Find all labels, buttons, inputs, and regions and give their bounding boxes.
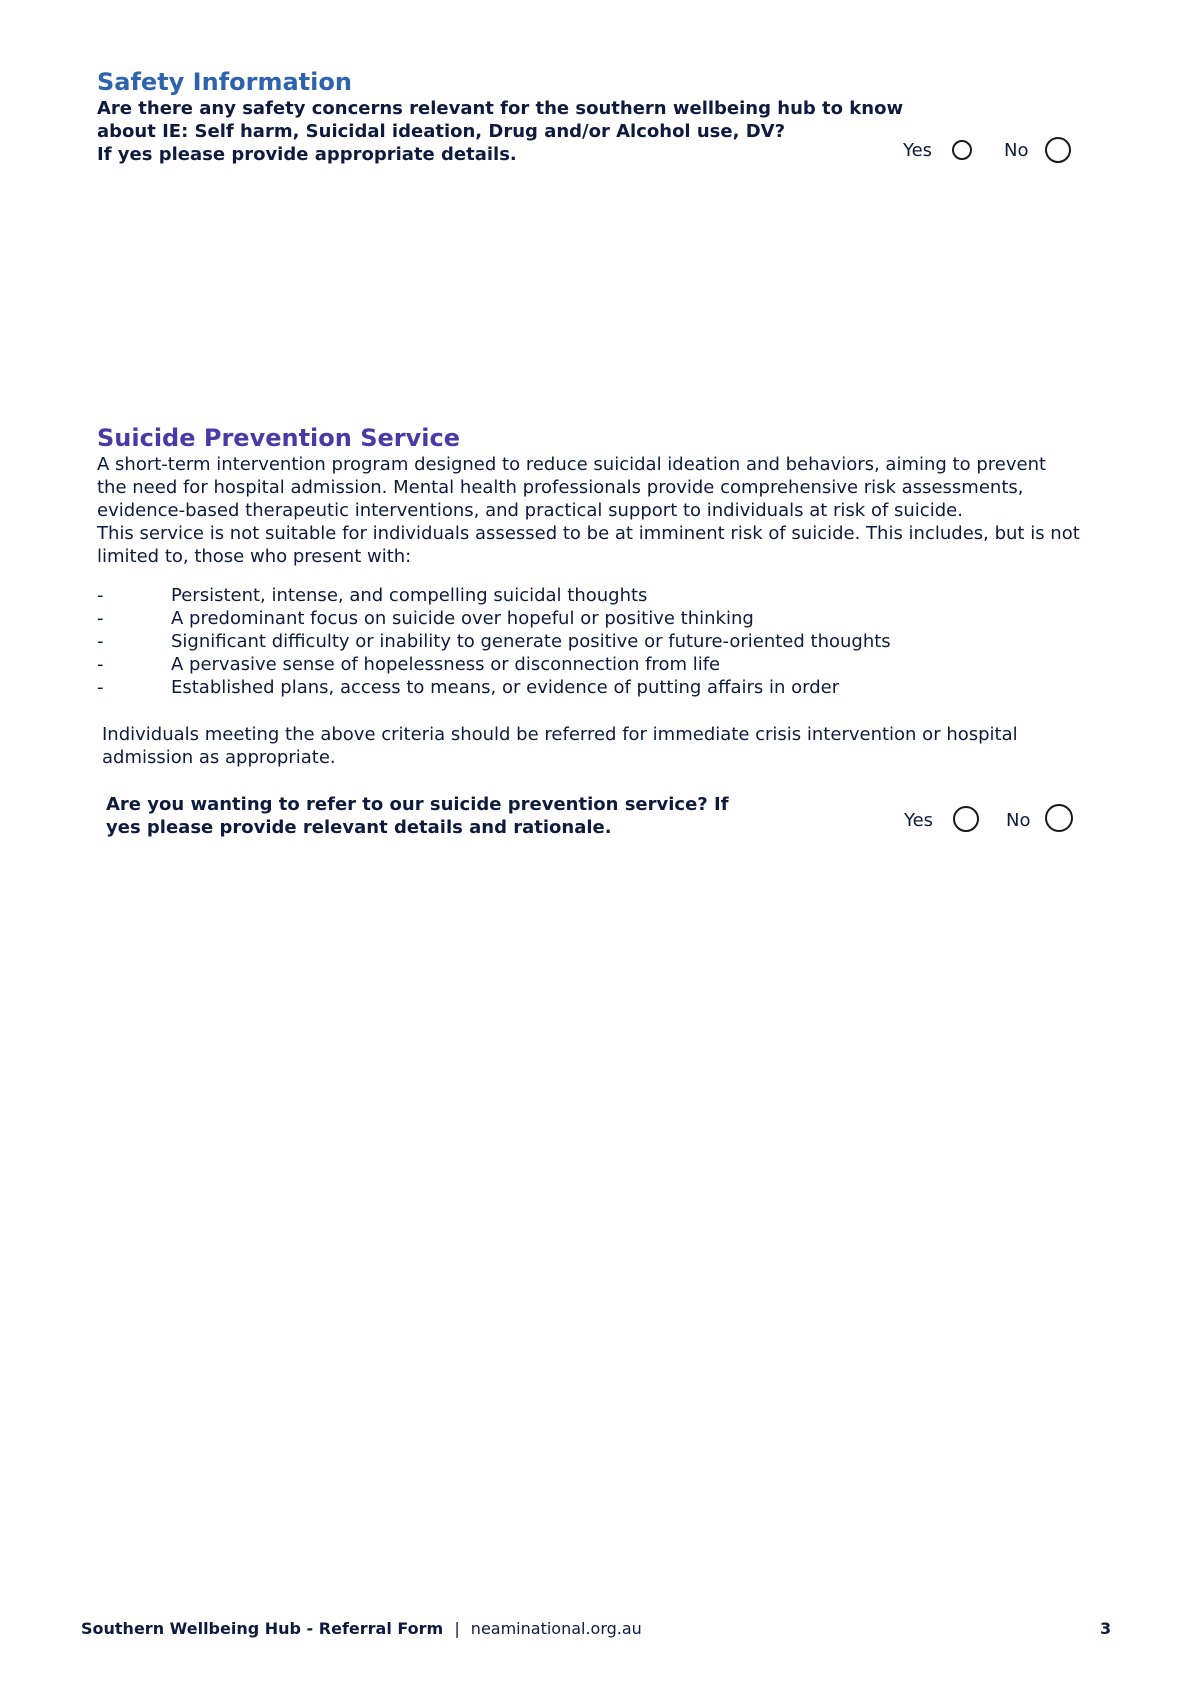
- safety-section-title: Safety Information: [97, 68, 352, 96]
- page-number: 3: [1100, 1619, 1112, 1638]
- suicide-description-line: evidence-based therapeutic interventions, and practical support to individuals at risk of suicide.: [97, 500, 963, 521]
- safety-question: [97, 97, 917, 166]
- bullet-dash: -: [97, 677, 104, 698]
- safety-yes-radio[interactable]: [952, 140, 972, 160]
- list-item-text: A pervasive sense of hopelessness or disconnection from life: [171, 654, 721, 675]
- list-item-text: A predominant focus on suicide over hopeful or positive thinking: [171, 608, 754, 629]
- suicide-yes-label: Yes: [904, 810, 934, 831]
- footer-separator: |: [454, 1619, 460, 1638]
- bullet-dash: -: [97, 608, 104, 629]
- criteria-note: [102, 723, 1122, 769]
- bullet-dash: -: [97, 654, 104, 675]
- suicide-description-line: This service is not suitable for individuals assessed to be at imminent risk of suicide. This includes, but is not: [97, 523, 1080, 544]
- suicide-referral-question-line: Are you wanting to refer to our suicide prevention service? If: [106, 794, 729, 815]
- suicide-yes-radio[interactable]: [953, 806, 979, 832]
- footer-website: neaminational.org.au: [470, 1619, 642, 1638]
- suicide-details-field[interactable]: [97, 845, 1077, 1545]
- page-footer: [81, 1619, 642, 1638]
- safety-details-field[interactable]: [97, 172, 1077, 402]
- suicide-description-line: the need for hospital admission. Mental health professionals provide comprehensive risk assessments,: [97, 477, 1024, 498]
- suicide-referral-question: [106, 793, 826, 839]
- safety-yes-label: Yes: [903, 140, 933, 161]
- list-item-text: Significant difficulty or inability to generate positive or future-oriented thoughts: [171, 631, 891, 652]
- footer-form-title: Southern Wellbeing Hub - Referral Form: [81, 1619, 444, 1638]
- bullet-dash: -: [97, 631, 104, 652]
- suicide-description-line: A short-term intervention program designed to reduce suicidal ideation and behaviors, aiming to prevent: [97, 454, 1047, 475]
- safety-no-label: No: [1004, 140, 1029, 161]
- safety-question-line: Are there any safety concerns relevant for the southern wellbeing hub to know: [97, 98, 904, 119]
- suicide-description: [97, 453, 1127, 568]
- criteria-note-line: Individuals meeting the above criteria should be referred for immediate crisis intervention or hospital: [102, 724, 1018, 745]
- suicide-description-line: limited to, those who present with:: [97, 546, 412, 567]
- suicide-no-radio[interactable]: [1045, 804, 1073, 832]
- suicide-referral-question-line: yes please provide relevant details and rationale.: [106, 817, 612, 838]
- safety-no-radio[interactable]: [1045, 137, 1071, 163]
- suicide-section-title: Suicide Prevention Service: [97, 424, 460, 452]
- criteria-note-line: admission as appropriate.: [102, 747, 336, 768]
- list-item-text: Established plans, access to means, or evidence of putting affairs in order: [171, 677, 840, 698]
- safety-question-line: If yes please provide appropriate details.: [97, 144, 517, 165]
- bullet-dash: -: [97, 585, 104, 606]
- list-item-text: Persistent, intense, and compelling suicidal thoughts: [171, 585, 648, 606]
- suicide-no-label: No: [1006, 810, 1031, 831]
- safety-question-line: about IE: Self harm, Suicidal ideation, Drug and/or Alcohol use, DV?: [97, 121, 786, 142]
